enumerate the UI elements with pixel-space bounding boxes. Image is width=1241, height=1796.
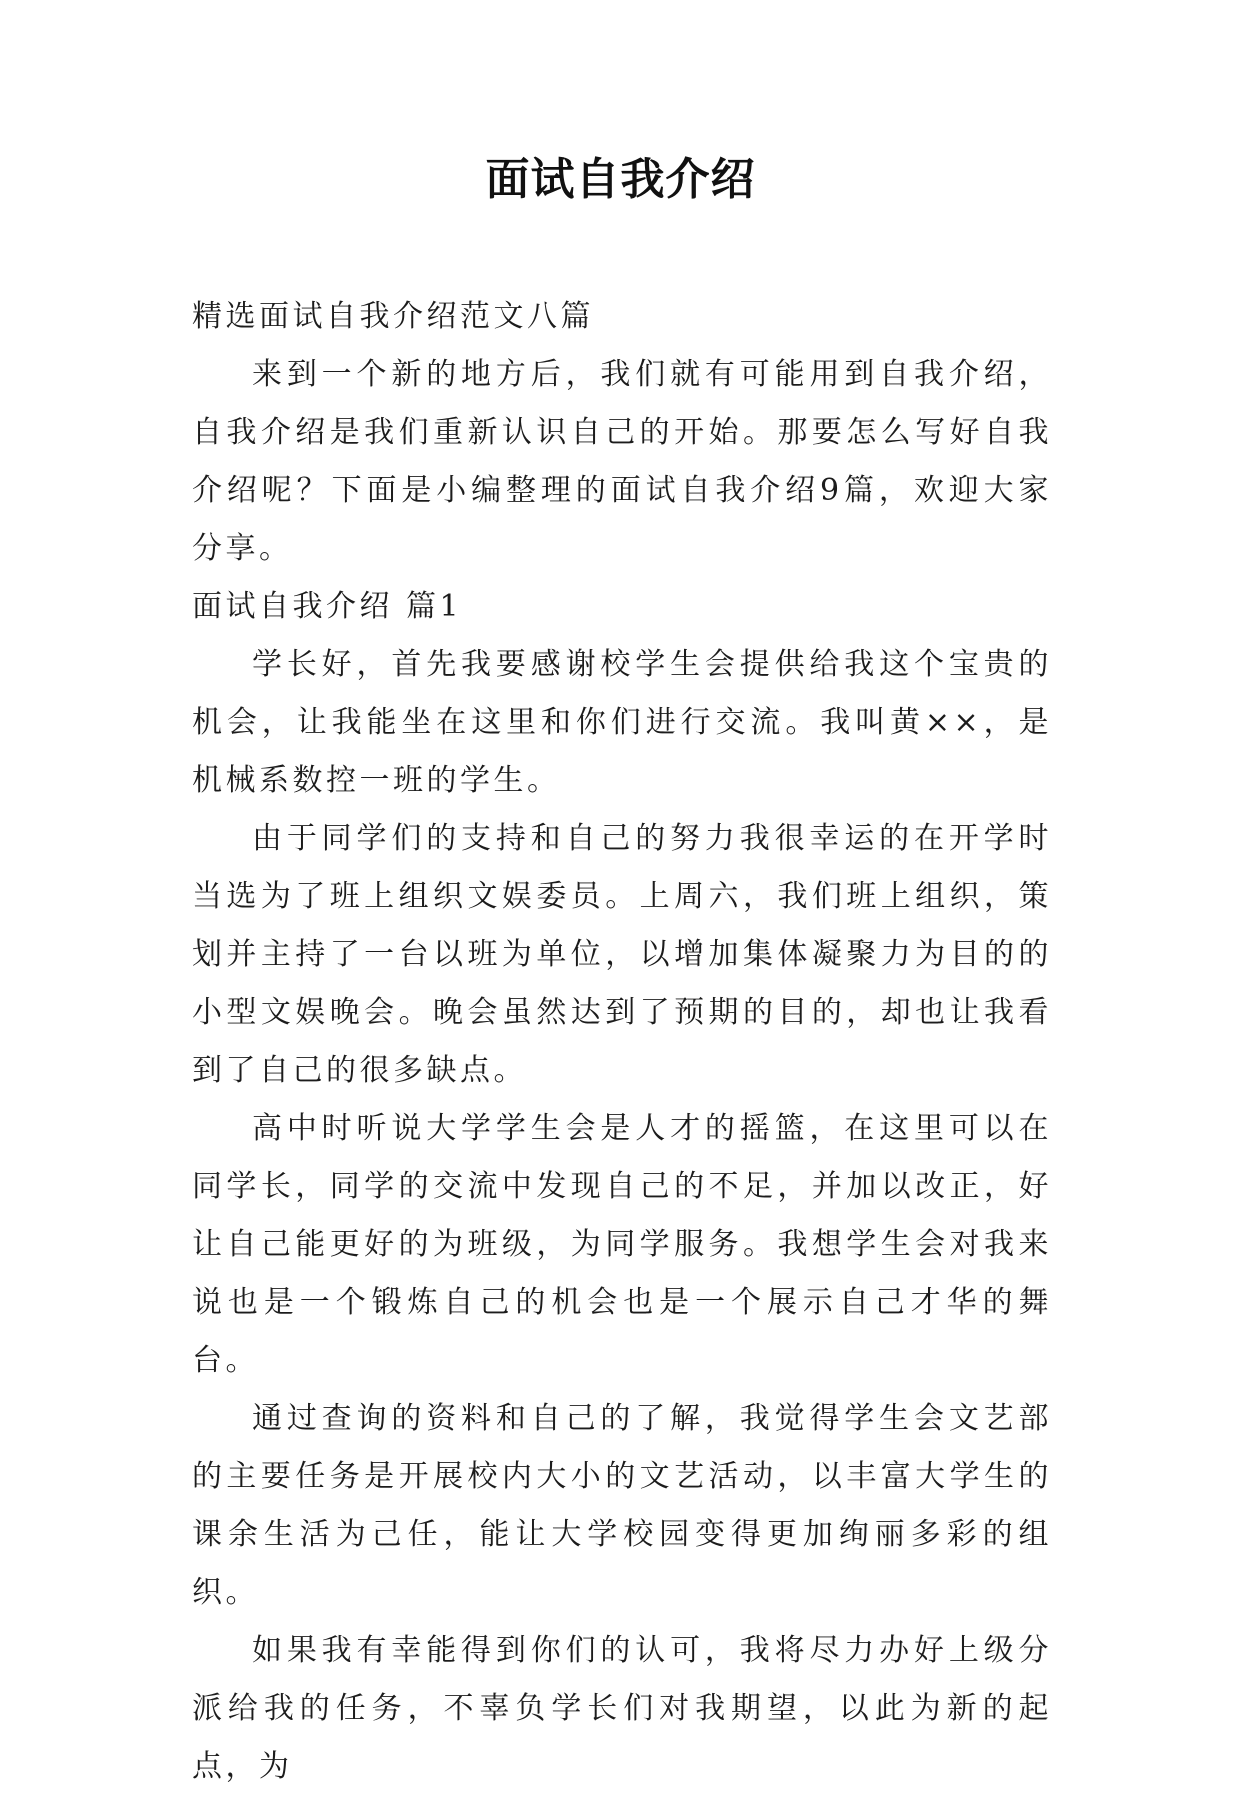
intro-paragraph: 来到一个新的地方后，我们就有可能用到自我介绍，自我介绍是我们重新认识自己的开始。那要怎么写好自我介绍呢？下面是小编整理的面试自我介绍9篇，欢迎大家分享。 [192, 357, 1052, 566]
body-paragraph: 学长好，首先我要感谢校学生会提供给我这个宝贵的机会，让我能坐在这里和你们进行交流。我叫黄××，是机械系数控一班的学生。 [192, 647, 1052, 798]
body-paragraph: 通过查询的资料和自己的了解，我觉得学生会文艺部的主要任务是开展校内大小的文艺活动，以丰富大学生的课余生活为己任，能让大学校园变得更加绚丽多彩的组织。 [192, 1401, 1052, 1610]
document-body [192, 288, 1052, 1796]
document-subtitle: 精选面试自我介绍范文八篇 [192, 299, 594, 334]
body-paragraph: 如果我有幸能得到你们的认可，我将尽力办好上级分派给我的任务，不辜负学长们对我期望，以此为新的起点，为 [192, 1633, 1052, 1784]
body-paragraph: 高中时听说大学学生会是人才的摇篮，在这里可以在同学长，同学的交流中发现自己的不足，并加以改正，好让自己能更好的为班级，为同学服务。我想学生会对我来说也是一个锻炼自己的机会也是一个展示自己才华的舞台。 [192, 1111, 1052, 1378]
body-paragraph: 由于同学们的支持和自己的努力我很幸运的在开学时当选为了班上组织文娱委员。上周六，我们班上组织，策划并主持了一台以班为单位，以增加集体凝聚力为目的的小型文娱晚会。晚会虽然达到了预期的目的，却也让我看到了自己的很多缺点。 [192, 821, 1052, 1088]
page-title: 面试自我介绍 [485, 154, 756, 205]
section-heading: 面试自我介绍 篇1 [192, 589, 463, 624]
